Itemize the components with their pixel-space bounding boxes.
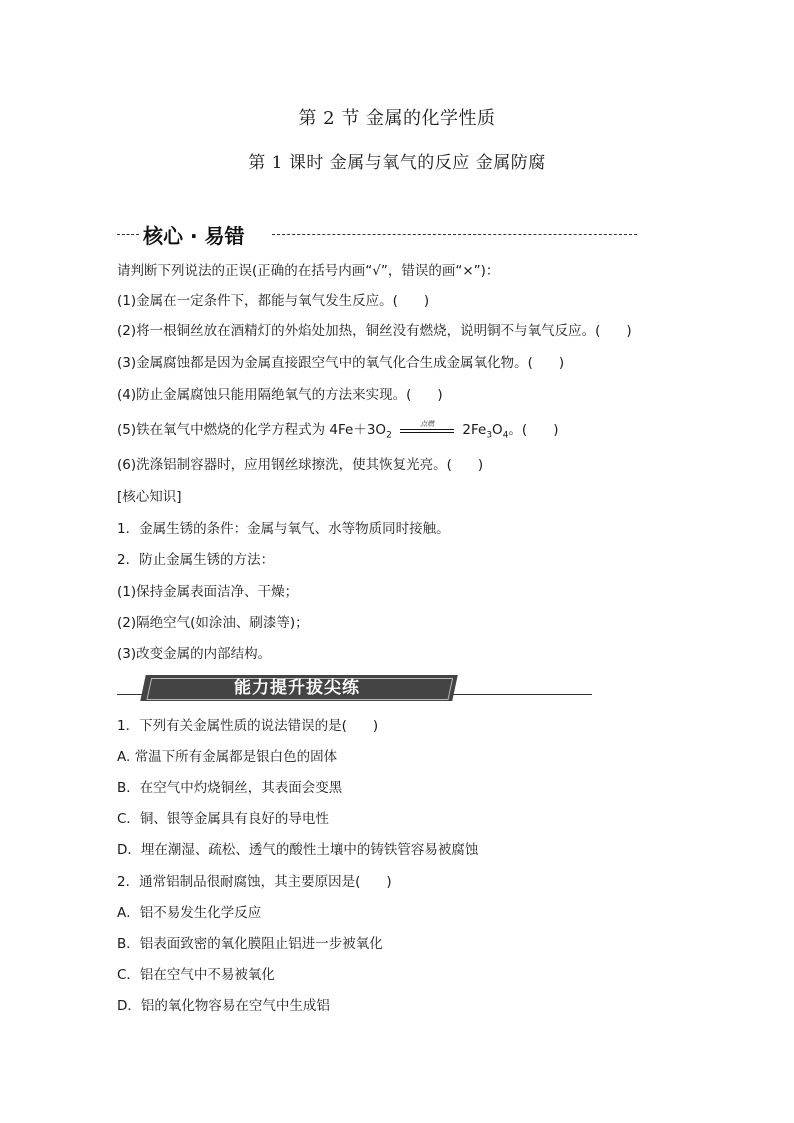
judgement-text: (1)金属在一定条件下，都能与氧气发生反应。( (117, 293, 398, 309)
page-title: 第 2 节 金属的化学性质 (298, 108, 496, 129)
instruction-text: 请判断下列说法的正误(正确的在括号内画“√”，错误的画“×”)： (117, 263, 500, 279)
question-option: D．埋在潮湿、疏松、透气的酸性土壤中的铸铁管容易被腐蚀 (117, 842, 479, 858)
dashed-divider (272, 234, 637, 235)
judgement-item-equation: (5)铁在氧气中燃烧的化学方程式为 $4Fe+3O_2$ 点燃 $2Fe_3O_4$。( ) (117, 421, 558, 445)
judgement-item: (3)金属腐蚀都是因为金属直接跟空气中的氧气化合生成金属氧化物。( ) (117, 355, 565, 371)
knowledge-line: (1)保持金属表面洁净、干燥； (117, 584, 299, 600)
knowledge-line: (2)隔绝空气(如涂油、刷漆等)； (117, 615, 309, 631)
reaction-arrow (396, 421, 458, 439)
lesson-subtitle: 第 1 课时 金属与氧气的反应 金属防腐 (248, 153, 546, 173)
section-label: 核心 · 易错 (143, 224, 245, 248)
question-stem: 1．下列有关金属性质的说法错误的是( ) (117, 718, 379, 734)
knowledge-heading: [核心知识] (117, 489, 182, 505)
knowledge-line: 1．金属生锈的条件：金属与氧气、水等物质同时接触。 (117, 521, 450, 537)
judgement-item: (4)防止金属腐蚀只能用隔绝氧气的方法来实现。( ) (117, 387, 443, 403)
knowledge-line: 2．防止金属生锈的方法： (117, 552, 275, 568)
question-option: C．铜、银等金属具有良好的导电性 (117, 811, 329, 827)
reaction-condition: 点燃 (420, 420, 435, 428)
judgement-text: (3)金属腐蚀都是因为金属直接跟空气中的氧气化合生成金属氧化物。( (117, 355, 533, 371)
question-option: A. 常温下所有金属都是银白色的固体 (117, 749, 338, 765)
judgement-text: (4)防止金属腐蚀只能用隔绝氧气的方法来实现。( (117, 387, 412, 403)
dashed-divider (117, 234, 139, 235)
section-banner (117, 675, 592, 701)
judgement-item: (1)金属在一定条件下，都能与氧气发生反应。( ) (117, 293, 430, 309)
knowledge-line: (3)改变金属的内部结构。 (117, 646, 272, 662)
question-option: D．铝的氧化物容易在空气中生成铝 (117, 998, 330, 1014)
question-option: A．铝不易发生化学反应 (117, 905, 262, 921)
question-option: C．铝在空气中不易被氧化 (117, 967, 275, 983)
judgement-item: (2)将一根铜丝放在酒精灯的外焰处加热，铜丝没有燃烧，说明铜不与氧气反应。( ) (117, 323, 632, 339)
judgement-text: (6)洗涤铝制容器时，应用钢丝球擦洗，使其恢复光亮。( (117, 457, 452, 473)
judgement-text: (2)将一根铜丝放在酒精灯的外焰处加热，铜丝没有燃烧，说明铜不与氧气反应。( (117, 323, 601, 339)
question-stem: 2．通常铝制品很耐腐蚀，其主要原因是( ) (117, 874, 392, 890)
section-heading-core (117, 220, 637, 248)
banner-label: 能力提升拔尖练 (234, 678, 360, 698)
question-option: B．铝表面致密的氧化膜阻止铝进一步被氧化 (117, 936, 383, 952)
question-option: B．在空气中灼烧铜丝，其表面会变黑 (117, 780, 343, 796)
judgement-item: (6)洗涤铝制容器时，应用钢丝球擦洗，使其恢复光亮。( ) (117, 457, 484, 473)
